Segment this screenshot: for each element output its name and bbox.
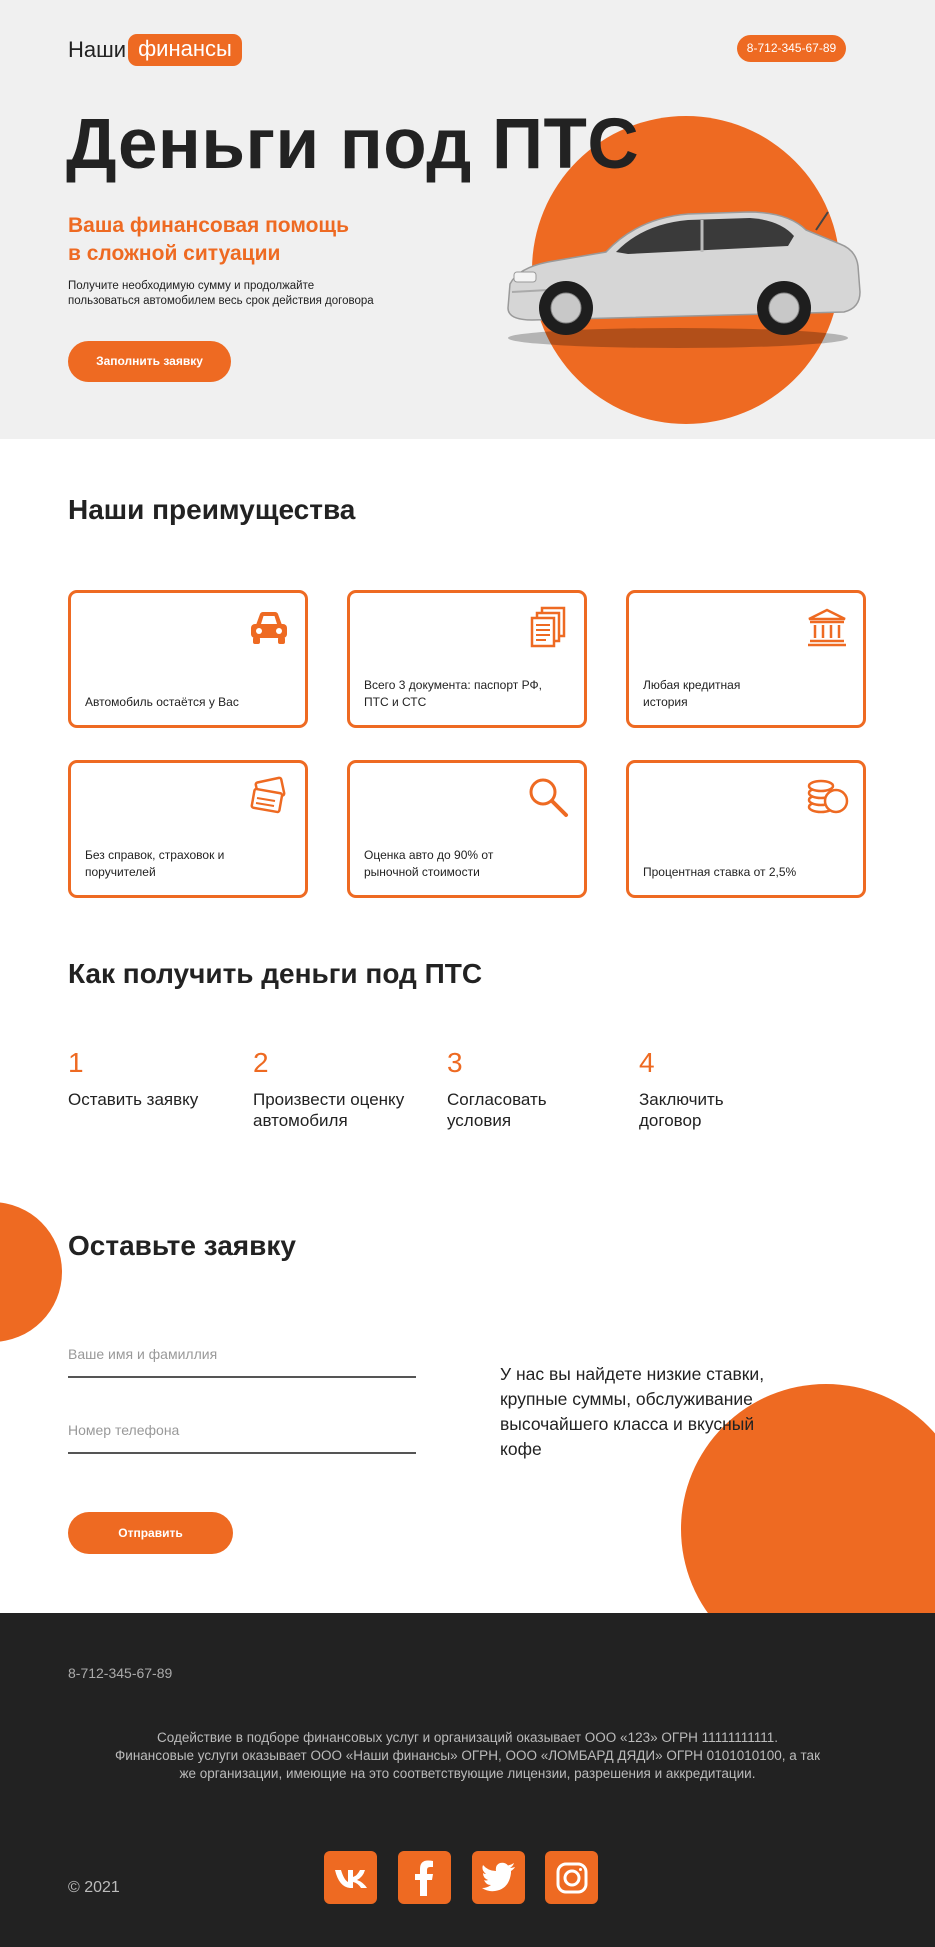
step-text bbox=[447, 1089, 617, 1131]
hero-description bbox=[68, 279, 408, 309]
advantages-title: Наши преимущества bbox=[68, 494, 356, 525]
advantage-text bbox=[85, 694, 285, 711]
hero-section bbox=[0, 0, 935, 439]
facebook-icon bbox=[405, 1858, 445, 1898]
name-input[interactable]: Ваше имя и фамиллия bbox=[68, 1336, 416, 1378]
promo-text-line: крупные суммы, обслуживание bbox=[500, 1389, 753, 1409]
vk-icon bbox=[331, 1858, 371, 1898]
logo[interactable] bbox=[68, 34, 242, 66]
submit-button[interactable]: Отправить bbox=[68, 1512, 233, 1554]
decorative-circle-left bbox=[0, 1202, 62, 1342]
footer bbox=[0, 1613, 935, 1947]
documents-icon bbox=[526, 605, 570, 649]
footer-phone[interactable]: 8-712-345-67-89 bbox=[68, 1665, 173, 1681]
step-text-line: Согласовать bbox=[447, 1090, 547, 1109]
advantage-text-line: Автомобиль остаётся у Вас bbox=[85, 695, 239, 709]
step-number: 3 bbox=[447, 1047, 463, 1078]
advantage-text-line: Любая кредитная bbox=[643, 678, 741, 692]
advantage-card bbox=[626, 590, 866, 728]
step-text-line: договор bbox=[639, 1111, 702, 1130]
step-text-line: условия bbox=[447, 1111, 512, 1130]
advantage-card bbox=[347, 590, 587, 728]
coins-icon bbox=[805, 775, 849, 819]
facebook-link[interactable] bbox=[398, 1851, 451, 1904]
steps-title: Как получить деньги под ПТС bbox=[68, 958, 483, 989]
step-text-line: Заключить bbox=[639, 1090, 724, 1109]
promo-text bbox=[500, 1362, 820, 1462]
step-number: 2 bbox=[253, 1047, 269, 1078]
advantage-text bbox=[364, 677, 564, 711]
advantage-card bbox=[626, 760, 866, 898]
step-text-line: Произвести оценку bbox=[253, 1090, 405, 1109]
logo-text-badge: финансы bbox=[128, 34, 242, 66]
bank-icon bbox=[805, 605, 849, 649]
advantage-text-line: Процентная ставка от 2,5% bbox=[643, 865, 797, 879]
advantage-text-line: Всего 3 документа: паспорт РФ, bbox=[364, 678, 542, 692]
car-image bbox=[488, 196, 864, 356]
advantage-card bbox=[68, 760, 308, 898]
step-number: 1 bbox=[68, 1047, 84, 1078]
advantage-text-line: Без справок, страховок и bbox=[85, 848, 225, 862]
step-text-line: Оставить заявку bbox=[68, 1090, 199, 1109]
advantage-text-line: поручителей bbox=[85, 865, 156, 879]
hero-description-line: пользоваться автомобилем весь срок действия договора bbox=[68, 295, 374, 307]
instagram-icon bbox=[552, 1858, 592, 1898]
advantage-card bbox=[347, 760, 587, 898]
step-text bbox=[253, 1089, 423, 1131]
hero-title: Деньги под ПТС bbox=[66, 105, 640, 184]
legal-line: же организации, имеющие на это соответствующие лицензии, разрешения и аккредитации. bbox=[179, 1766, 756, 1781]
step-number: 4 bbox=[639, 1047, 655, 1078]
car-icon bbox=[247, 605, 291, 649]
promo-text-line: У нас вы найдете низкие ставки, bbox=[500, 1364, 765, 1384]
form-title: Оставьте заявку bbox=[68, 1230, 296, 1261]
copyright: © 2021 bbox=[68, 1879, 120, 1896]
advantage-text bbox=[85, 847, 285, 881]
advantage-text-line: история bbox=[643, 695, 688, 709]
phone-input[interactable]: Номер телефона bbox=[68, 1412, 416, 1454]
logo-text-primary: Наши bbox=[68, 37, 127, 62]
hero-subtitle-line: Ваша финансовая помощь bbox=[68, 214, 350, 237]
hero-subtitle bbox=[68, 212, 408, 268]
twitter-link[interactable] bbox=[472, 1851, 525, 1904]
advantage-text bbox=[364, 847, 564, 881]
magnifier-icon bbox=[526, 775, 570, 819]
vk-link[interactable] bbox=[324, 1851, 377, 1904]
hero-description-line: Получите необходимую сумму и продолжайте bbox=[68, 280, 315, 292]
instagram-link[interactable] bbox=[545, 1851, 598, 1904]
advantage-text bbox=[643, 677, 843, 711]
legal-line: Финансовые услуги оказывает ООО «Наши финансы» ОГРН, ООО «ЛОМБАРД ДЯДИ» ОГРН 0101010100, а так bbox=[115, 1748, 820, 1763]
advantage-text bbox=[643, 864, 843, 881]
advantage-card bbox=[68, 590, 308, 728]
apply-button[interactable]: Заполнить заявку bbox=[68, 341, 231, 382]
step-text bbox=[639, 1089, 809, 1131]
hero-subtitle-line: в сложной ситуации bbox=[68, 242, 281, 265]
advantage-text-line: рыночной стоимости bbox=[364, 865, 480, 879]
promo-text-line: кофе bbox=[500, 1439, 542, 1459]
cards-icon bbox=[247, 775, 291, 819]
step-text bbox=[68, 1089, 238, 1110]
legal-line: Содействие в подборе финансовых услуг и организаций оказывает ООО «123» ОГРН 11111111111. bbox=[157, 1730, 778, 1745]
header-phone-button[interactable]: 8-712-345-67-89 bbox=[737, 35, 846, 62]
promo-text-line: высочайшего класса и вкусный bbox=[500, 1414, 755, 1434]
advantage-text-line: ПТС и СТС bbox=[364, 695, 427, 709]
twitter-icon bbox=[479, 1858, 519, 1898]
step-text-line: автомобиля bbox=[253, 1111, 348, 1130]
footer-legal-text bbox=[80, 1729, 855, 1783]
advantage-text-line: Оценка авто до 90% от bbox=[364, 848, 494, 862]
